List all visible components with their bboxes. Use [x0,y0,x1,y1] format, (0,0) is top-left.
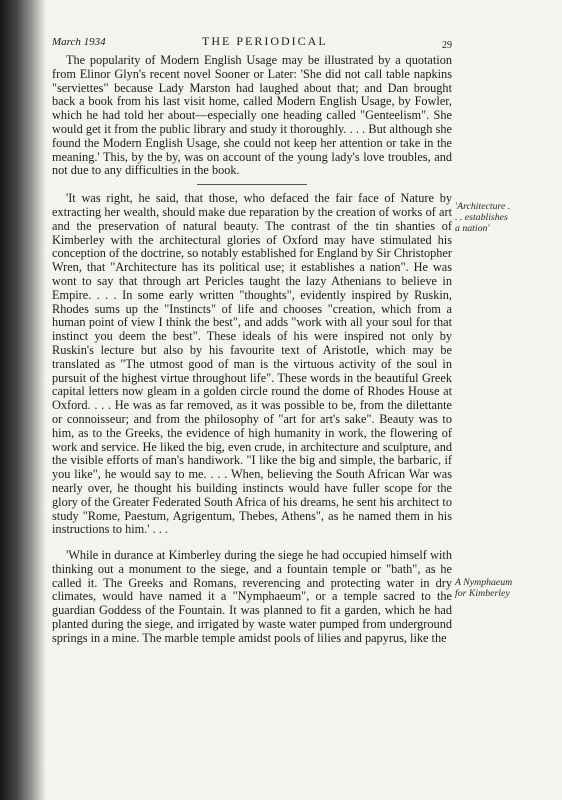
book-page [52,34,452,646]
running-head [52,34,452,50]
running-head-title: THE PERIODICAL [202,34,328,48]
section-divider [197,184,307,185]
sidenote-nymphaeum: A Nymphaeum for Kimberley [455,577,513,599]
page-number: 29 [442,40,452,51]
paragraph-rhodes-architecture: 'It was right, he said, that those, who defaced the fair face of Nature by extracting her wealth, should make due reparation by the creation of works of art and the preservation of natural beauty. The contrast of the tin shanties of Kimberley with the architectural glories of Oxford may have stimulated his conception of the doctrine, so notably established for England by Sir Christopher Wren, that "Architecture has its political use; it establishes a nation". He was wont to say that through art Pericles taught the lazy Athenians to believe in Empire. . . . In some early written "thoughts", evidently inspired by Ruskin, Rhodes sums up the "Instincts" of life and chooses "creation, which from a human point of view I think the best", and adds "work with all your soul for that instinct you deem the best". These ideals of his were inspired not only by Ruskin's lecture but also by his favourite text of Aristotle, which may be translated as "The utmost good of man is the virtuous activity of the soul in pursuit of the highest virtue throughout life". These words in the beautiful Greek capital letters now gleam in a golden circle round the dome of Rhodes House at Oxford. . . . He was as far removed, as it was possible to be, from the dilettante or connoisseur; and from the philosophy of "art for art's sake". Beauty was to him, as to the Greeks, the evidence of high humanity in work, the flowering of work and service. He liked the big, even crude, in architecture and sculpture, and the visible efforts of man's handiwork. "I like the big and simple, the barbaric, if you like", he would say to me. . . . When, believing the South African War was nearly over, he thought his building instincts would have fuller scope for the glory of the Greater Federated South Africa of his dreams, he sent his architect to study "Rome, Paestum, Agrigentum, Thebes, Athens", as he named them in his instructions to him.' . . . [52,191,452,537]
book-spine-shadow [0,0,46,800]
sidenote-architecture: 'Architecture . . . establishes a nation' [455,201,511,234]
paragraph-modern-english-usage: The popularity of Modern English Usage may be illustrated by a quotation from Elinor Glyn's recent novel Sooner or Later: 'She did not call table napkins "serviettes" because Lady Marston had laughed about that; and Dan brought back a book from his last visit home, called Modern English Usage, by Fowler, which he had told her about—especially one heading called "Genteelism". She would get it from the public library and study it thoroughly. . . . But although she found the Modern English Usage, she could not keep her attention or take in the meaning.' This, by the by, was on account of the young lady's love troubles, and not due to any difficulties in the book. [52,53,452,178]
running-head-date: March 1934 [52,36,106,48]
paragraph-nymphaeum: 'While in durance at Kimberley during the siege he had occupied himself with thinking out a monument to the siege, and a fountain temple or "bath", as he called it. The Greeks and Romans, reverencing and protecting water in dry climates, would have named it a "Nymphaeum", or a temple sacred to the guardian Goddess of the Fountain. It was planned to fit a garden, which he had planted during the siege, and irrigated by waste water pumped from underground springs in a mine. The marble temple amidst pools of lilies and papyrus, like the [52,548,452,645]
